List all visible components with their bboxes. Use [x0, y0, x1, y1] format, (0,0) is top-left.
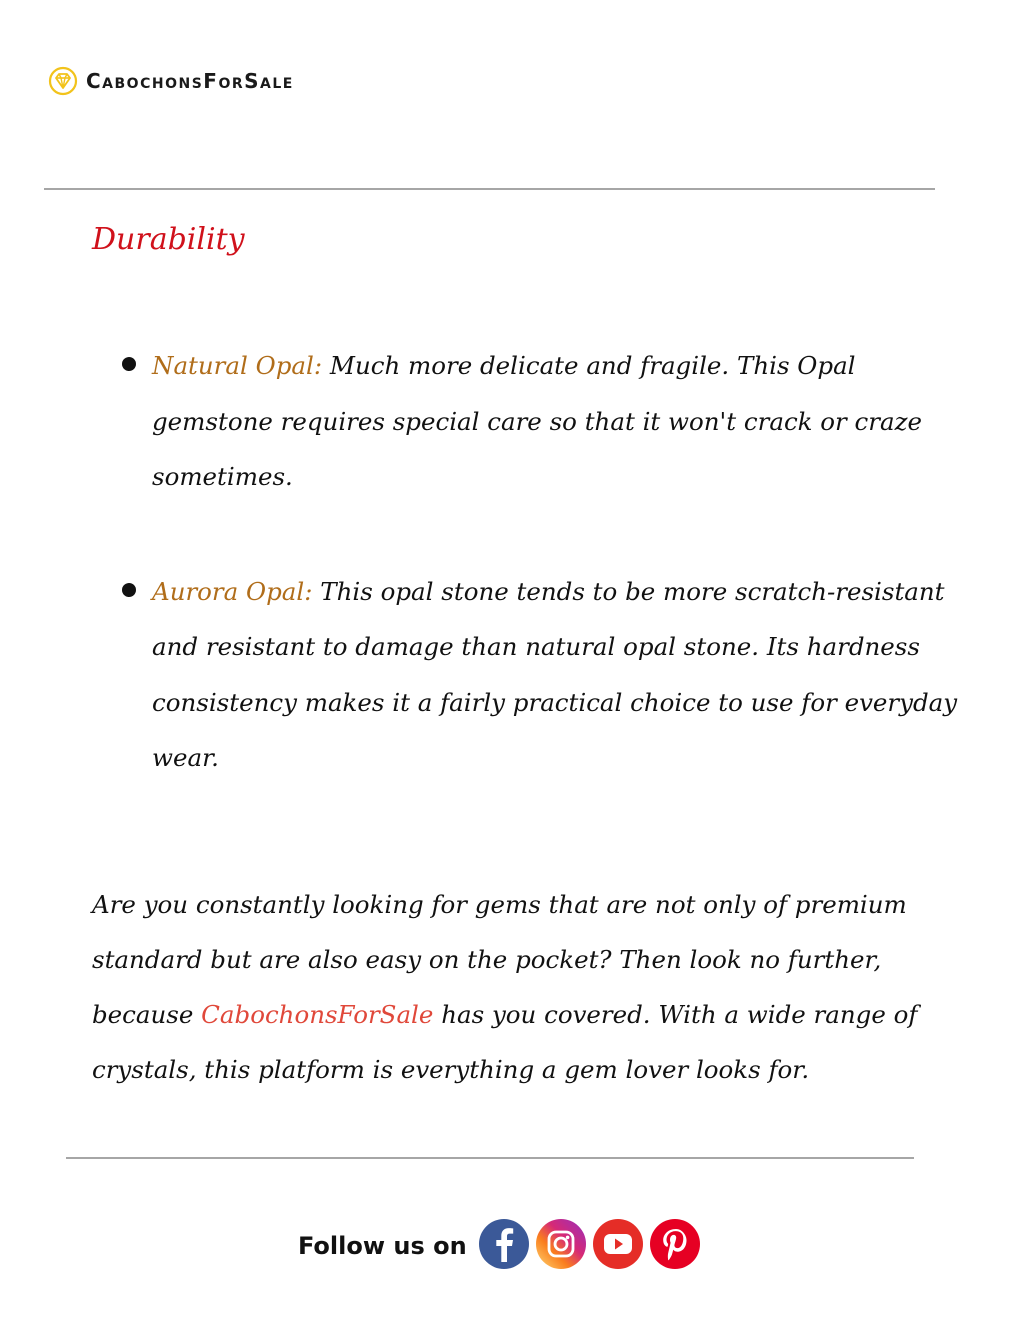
bullet-text: This opal stone tends to be more scratch-resistant and resistant to damage than natural opal stone. Its hardness consistency makes it a fairly practical choice to use for everyday wear.	[152, 576, 958, 772]
list-item	[122, 338, 972, 505]
paragraph-text-after: has you covered. With a wide range of crystals, this platform is everything a gem lover looks for.	[92, 1000, 918, 1084]
bullet-term: Natural Opal:	[152, 351, 323, 380]
section-heading: Durability	[92, 222, 245, 257]
bullet-dot	[122, 357, 136, 371]
brand-link[interactable]: CabochonsForSale	[201, 1000, 434, 1029]
list-item	[122, 564, 972, 786]
bullet-term: Aurora Opal:	[152, 576, 313, 606]
youtube-icon[interactable]	[592, 1218, 644, 1270]
bullet-dot	[122, 583, 136, 597]
bullet-text: Much more delicate and fragile. This Opal gemstone requires special care so that it won't crack or craze sometimes.	[152, 351, 923, 491]
diamond-logo-icon	[48, 66, 78, 96]
top-divider	[44, 188, 935, 190]
logo-text: CabochonsForSale	[86, 69, 294, 93]
brand-logo[interactable]	[48, 66, 294, 96]
follow-label: Follow us on	[298, 1232, 467, 1260]
pinterest-icon[interactable]	[649, 1218, 701, 1270]
paragraph-text-before: Are you constantly looking for gems that are not only of premium standard but are also easy on the pocket? Then look no further, because	[92, 890, 907, 1029]
durability-list	[122, 338, 972, 845]
facebook-icon[interactable]	[478, 1218, 530, 1270]
promo-paragraph	[92, 877, 952, 1097]
instagram-icon[interactable]	[535, 1218, 587, 1270]
bottom-divider	[66, 1157, 914, 1159]
